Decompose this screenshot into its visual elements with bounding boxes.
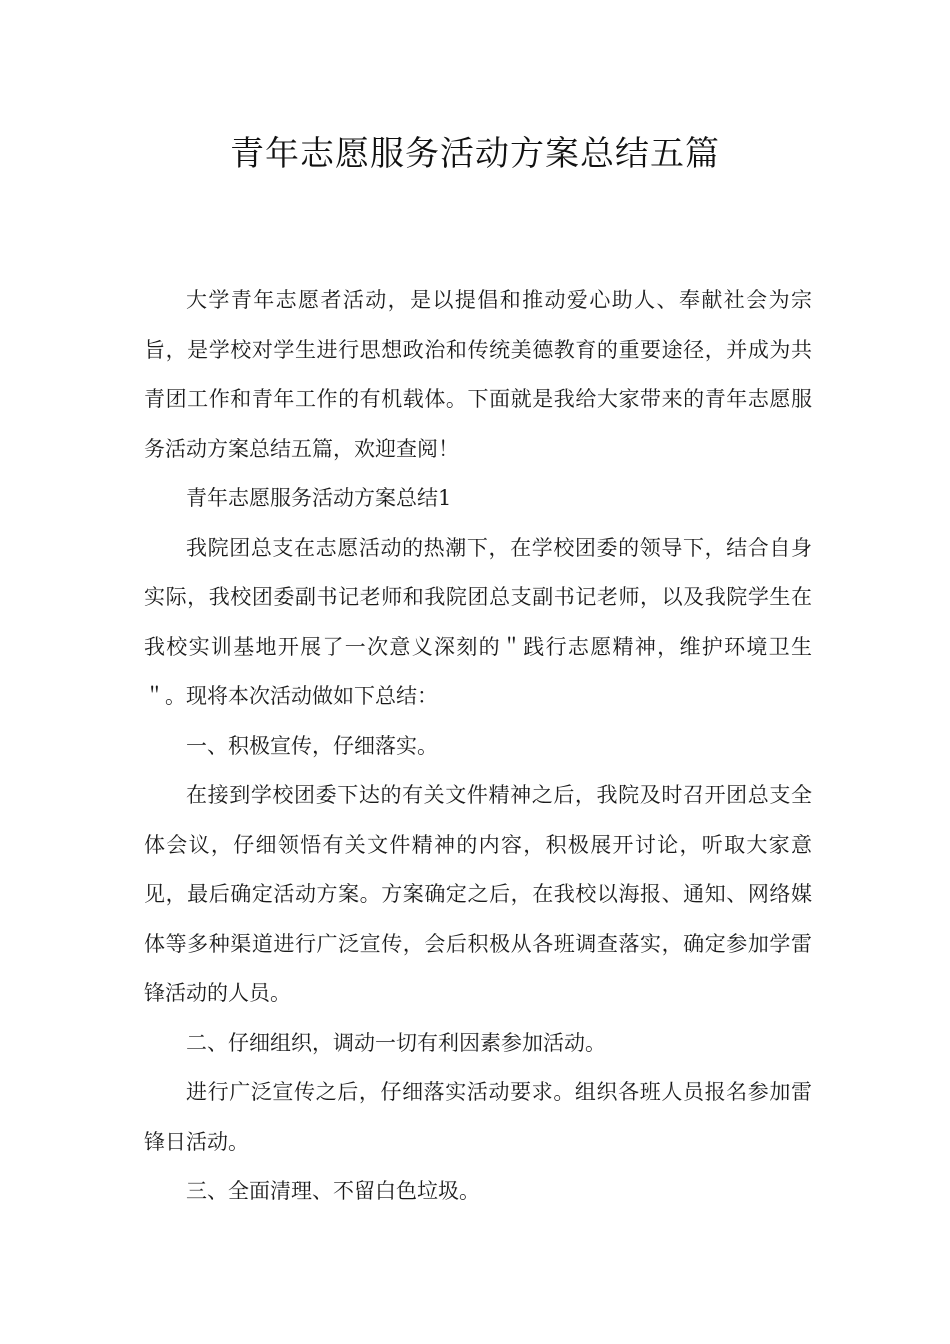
section-one-paragraph: 在接到学校团委下达的有关文件精神之后，我院及时召开团总支全体会议，仔细领悟有关文件精神的内容，积极展开讨论，听取大家意见，最后确定活动方案。方案确定之后，在我校以海报、通知、网络媒体等多种渠道进行广泛宣传，会后积极从各班调查落实，确定参加学雷锋活动的人员。 [144, 783, 812, 1005]
section-heading-one: 一、积极宣传，仔细落实。 [186, 733, 438, 758]
document-body [144, 276, 812, 1217]
intro-paragraph: 大学青年志愿者活动，是以提倡和推动爱心助人、奉献社会为宗旨，是学校对学生进行思想政治和传统美德教育的重要途径，并成为共青团工作和青年工作的有机载体。下面就是我给大家带来的青年志愿服务活动方案总结五篇，欢迎查阅！ [144, 288, 812, 461]
section-heading-summary-1: 青年志愿服务活动方案总结1 [186, 486, 452, 510]
section-heading-three: 三、全面清理、不留白色垃圾。 [186, 1179, 480, 1203]
section-heading-two: 二、仔细组织，调动一切有利因素参加活动。 [186, 1030, 606, 1055]
section-two-paragraph: 进行广泛宣传之后，仔细落实活动要求。组织各班人员报名参加雷锋日活动。 [144, 1080, 812, 1154]
document-title: 青年志愿服务活动方案总结五篇 [230, 134, 720, 174]
summary-paragraph: 我院团总支在志愿活动的热潮下，在学校团委的领导下，结合自身实际，我校团委副书记老师和我院团总支副书记老师，以及我院学生在我校实训基地开展了一次意义深刻的＂践行志愿精神，维护环境卫生＂。现将本次活动做如下总结： [144, 535, 812, 708]
